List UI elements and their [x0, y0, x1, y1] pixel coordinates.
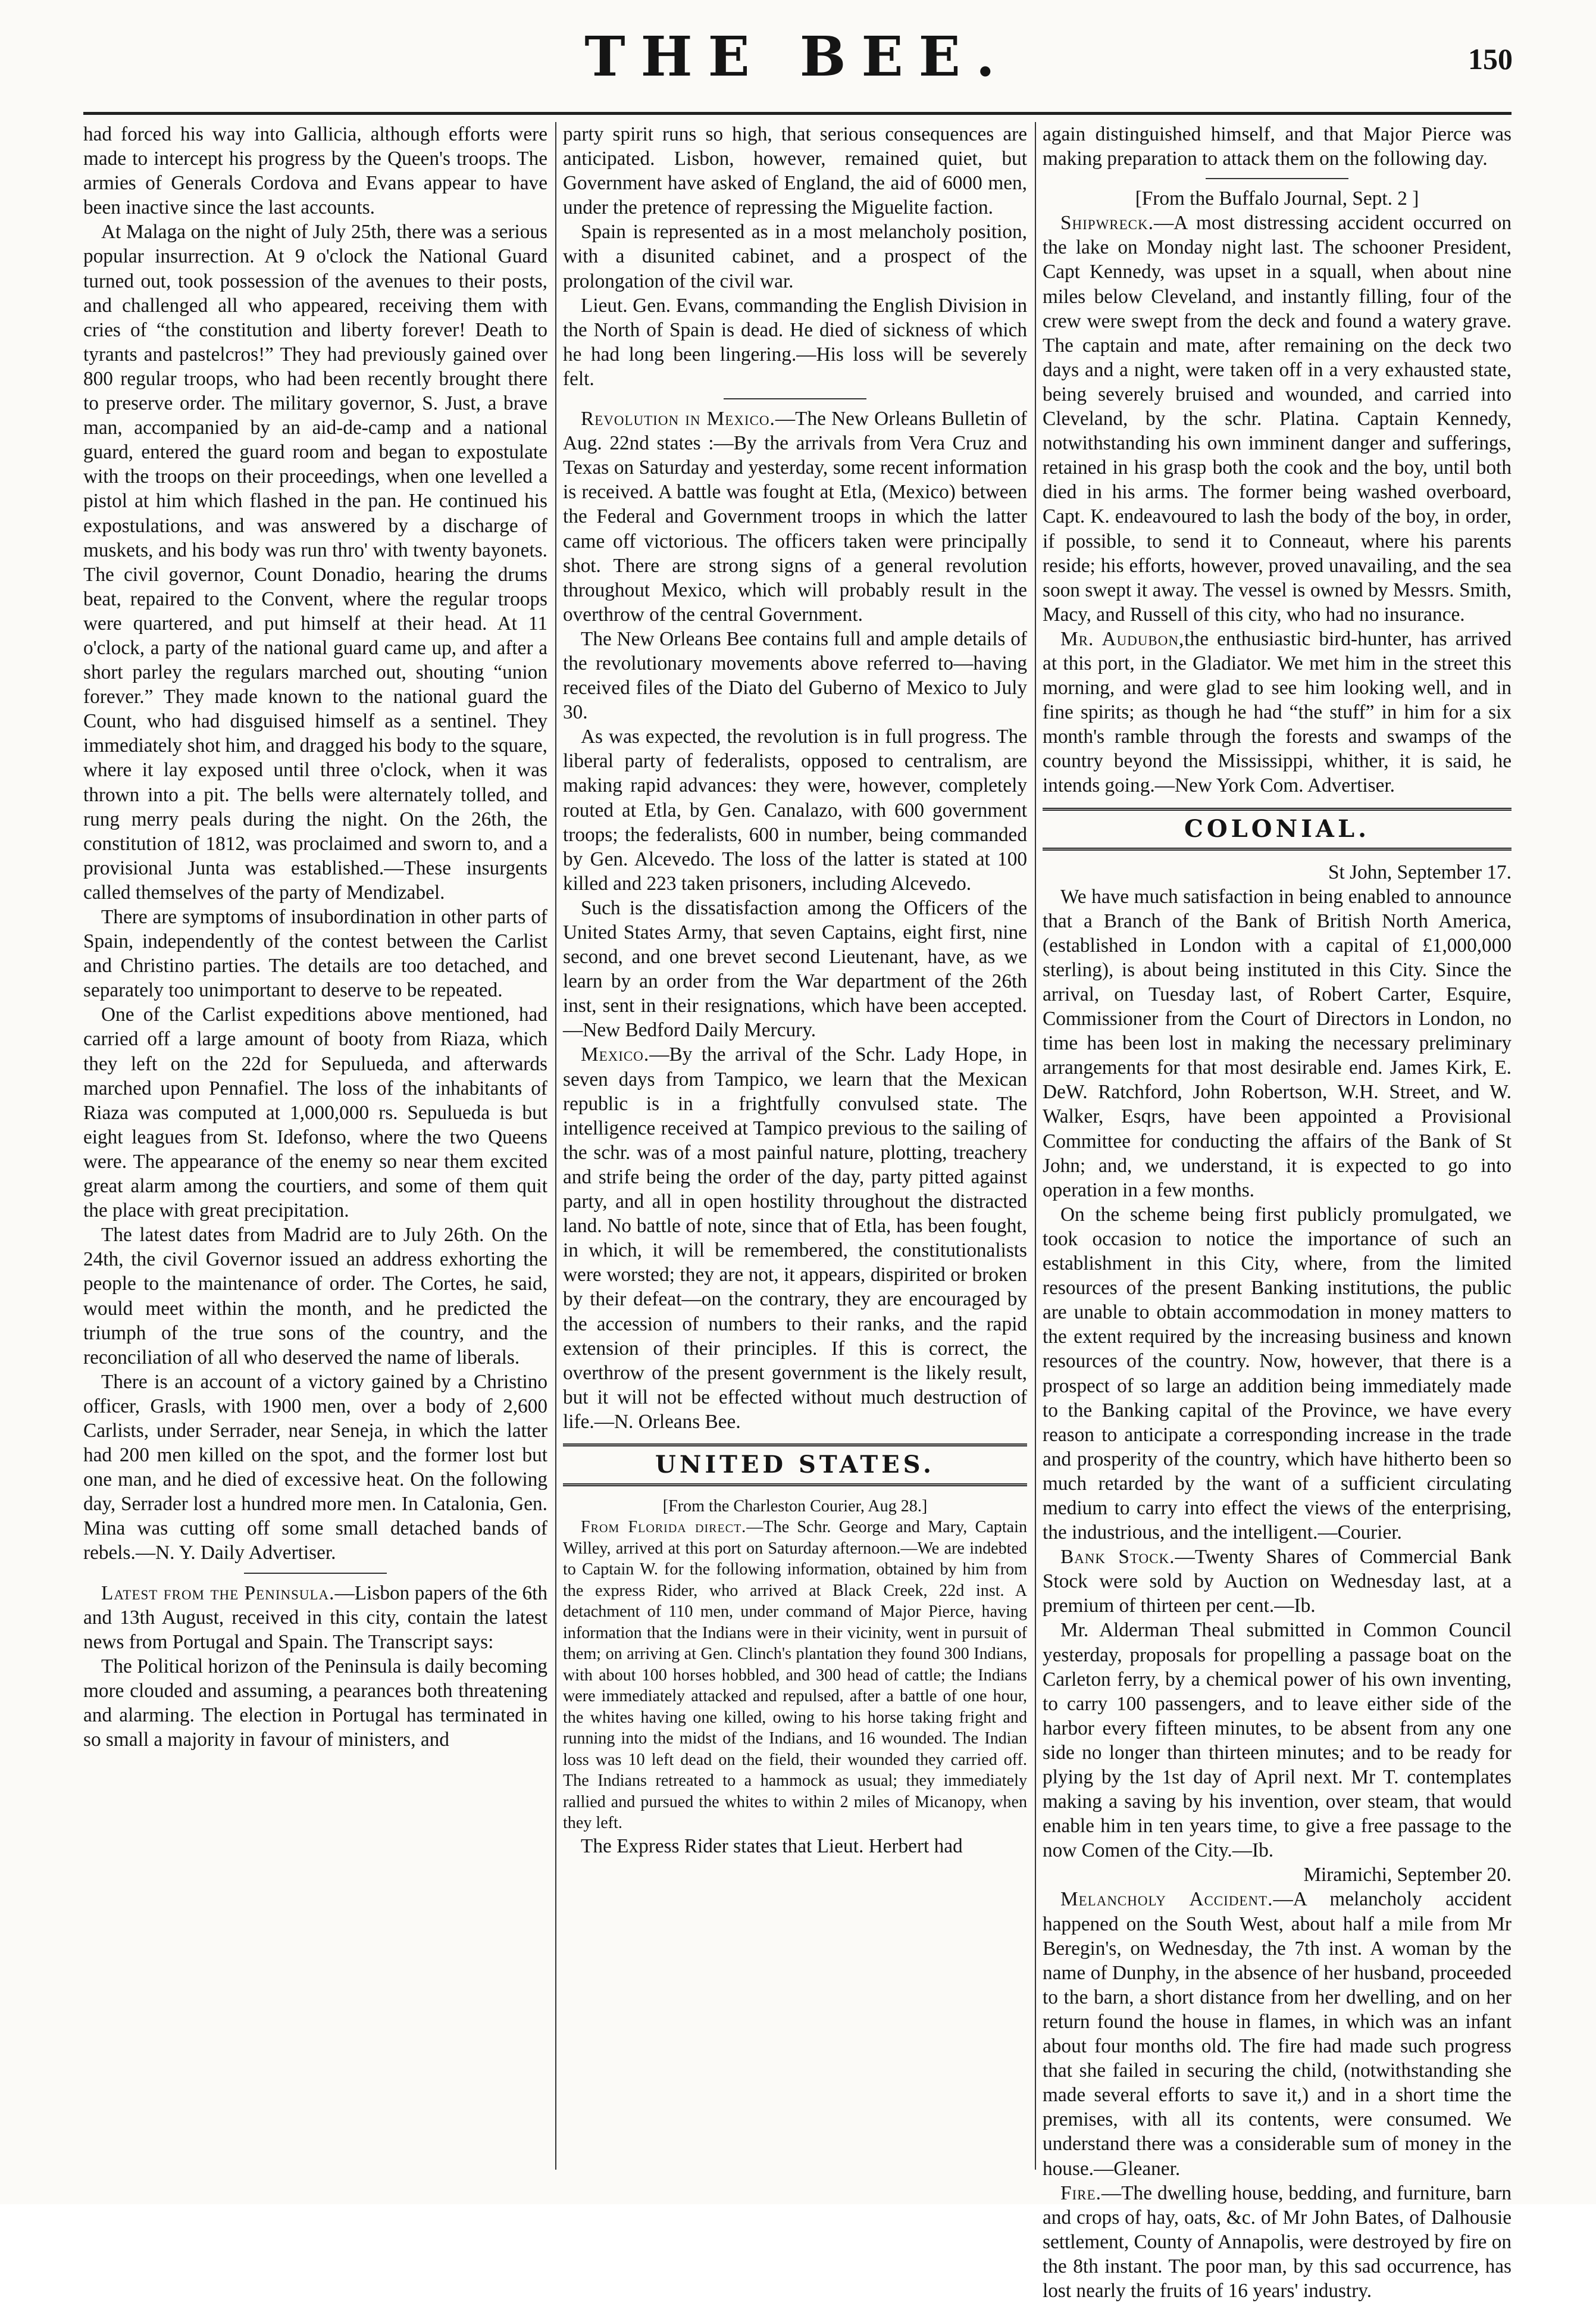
article-text: —By the arrival of the Schr. Lady Hope, in seven days from Tampico, we learn that the Mexican republic is in a frightfully convulsed state. The intelligence received at Tampico previous to the sailing of the schr. was of a most painful nature, plotting, treachery and strife being the order of the day, party pitted against party, and all in open hostility throughout the distracted land. No battle of note, since that of Etla, has been fought, in which, it will be remembered, the constitutionalists were worsted; they are not, it appears, dispirited or broken by their defeat—on the contrary, they are encouraged by the accession of numbers to their ranks, and the rapid extension of their principles. If this is correct, the overthrow of the present government is the likely result, but it will not be effected without much destruction of life.—N. Orleans Bee. — [563, 1043, 1027, 1433]
paragraph — [1043, 1887, 1511, 2180]
article-head: Bank Stock. — [1060, 1546, 1175, 1568]
paragraph: Such is the dissatisfaction among the Officers of the United States Army, that seven Captains, eight first, nine second, and one brevet second Lieutenant, have, as we learn by an order from the War department of the 26th inst, sent in their resignations, which have been accepted.—New Bedford Daily Mercury. — [563, 896, 1027, 1042]
paragraph: The Express Rider states that Lieut. Herbert had — [581, 1835, 963, 1857]
paragraph: Spain is represented as in a most melancholy position, with a disunited cabinet, and a prospect of the prolongation of the civil war. — [563, 221, 1027, 292]
source-line: [From the Buffalo Journal, Sept. 2 ] — [1135, 188, 1419, 210]
masthead: THE BEE. — [584, 24, 1010, 89]
divider — [724, 398, 866, 399]
section-heading-colonial: COLONIAL. — [1043, 808, 1511, 851]
article-head: Shipwreck. — [1060, 212, 1154, 235]
dateline: St John, September 17. — [1328, 861, 1511, 883]
paragraph — [83, 1581, 547, 1654]
paragraph — [563, 1517, 1027, 1834]
paragraph — [563, 407, 1027, 627]
article-head: Latest from the Peninsula. — [101, 1582, 335, 1604]
section-heading-united-states: UNITED STATES. — [563, 1443, 1027, 1486]
source-line: [From the Charleston Courier, Aug 28.] — [662, 1496, 928, 1515]
column-3 — [1043, 122, 1511, 2302]
page-number: 150 — [1468, 42, 1513, 76]
paragraph: One of the Carlist expeditions above mentioned, had carried off a large amount of booty from Riaza, which they left on the 22d for Sepulueda, and afterwards marched upon Pennafiel. The loss of the inhabitants of Riaza was computed at 1,000,000 rs. Sepulueda is but eight leagues from St. Idefonso, where the two Queens were. The appearance of the enemy so near them excited great alarm among the courtiers, and some of them quit the place with great precipitation. — [83, 1004, 547, 1222]
paragraph — [1043, 1545, 1511, 1618]
divider — [1206, 178, 1348, 179]
column-rule — [1035, 122, 1036, 2170]
paragraph: There are symptoms of insubordination in other parts of Spain, independently of the contest between the Carlist and Christino parties. The details are too detached, and separately too unimportant to deserve to be repeated. — [83, 906, 547, 1002]
article-text: —Lisbon papers of the 6th and 13th August, received in this city, contain the latest news from Portugal and Spain. The Transcript says: — [83, 1582, 548, 1653]
column-2 — [563, 122, 1027, 2170]
paragraph — [563, 1042, 1027, 1434]
column-1 — [83, 122, 547, 2170]
paragraph: There is an account of a victory gained by a Christino officer, Grasls, with 1900 men, over a body of 2,600 Carlists, under Serrader, near Seneja, in which the latter had 200 men killed on the spot, and the former lost but one man, and he died of excessive heat. On the following day, Serrader lost a hundred more men. In Catalonia, Gen. Mina was cutting off some small detached bands of rebels.—N. Y. Daily Advertiser. — [83, 1370, 547, 1564]
article-head: From Florida direct. — [581, 1518, 747, 1537]
paragraph: Lieut. Gen. Evans, commanding the English Division in the North of Spain is dead. He died of sickness of which he had long been lingering.—His loss will be severely felt. — [563, 294, 1027, 390]
column-rule — [555, 122, 556, 2170]
article-text: —A most distressing accident occurred on the lake on Monday night last. The schooner President, Capt Kennedy, was upset in a squall, when about nine miles below Cleveland, and instantly filling, four of the crew were swept from the deck and found a watery grave. The captain and mate, after remaining on the deck two days and a night, were taken off in a very exhausted state, being severely bruised and wounded, and carried into Cleveland, by the schr. Platina. Captain Kennedy, notwithstanding his own imminent danger and sufferings, retained in his grasp both the cook and the boy, until both died in his arms. The former being washed overboard, Capt. K. endeavoured to lash the body of the boy, in order, if possible, to send it to Conneaut, where his parents reside; his efforts, however, proved unavailing, and the sea soon swept it away. The vessel is owned by Messrs. Smith, Macy, and Russell of this city, who had no insurance. — [1043, 212, 1511, 626]
dateline: Miramichi, September 20. — [1303, 1864, 1511, 1886]
article-head: Mr. Audubon, — [1060, 627, 1185, 650]
paragraph: The Political horizon of the Peninsula is daily becoming more clouded and assuming, a pearances both threatening and alarming. The election in Portugal has terminated in so small a majority in favour of ministers, and — [83, 1655, 547, 1751]
article-text: the enthusiastic bird-hunter, has arrived at this port, in the Gladiator. We met him in the street this morning, and were glad to see him looking well, and in fine spirits; as though he had “the stuff” in him for a six month's ramble through the forests and swamps of the country beyond the Mississippi, whither, it is said, he intends going.—New York Com. Advertiser. — [1043, 627, 1511, 797]
article-head: Mexico. — [581, 1043, 650, 1066]
header-rule — [83, 112, 1511, 115]
paragraph: The latest dates from Madrid are to July 26th. On the 24th, the civil Governor issued an address exhorting the people to the maintenance of order. The Cortes, he said, would meet within the month, and he predicted the triumph of the true sons of the country, and the reconciliation of all who deserved the name of liberals. — [83, 1224, 547, 1368]
article-text: —A melancholy accident happened on the South West, about half a mile from Mr Beregin's, on Wednesday, the 7th inst. A woman by the name of Dunphy, in the absence of her husband, proceeded to the barn, a short distance from her dwelling, and on her return found the house in flames, in which was an infant about four months old. The fire had made such progress that she failed in securing the child, (notwithstanding she made several efforts to save it,) and in a short time the premises, with all its contents, were consumed. We understand there was a considerable sum of money in the house.—Gleaner. — [1043, 1888, 1511, 2180]
article-text: —The New Orleans Bulletin of Aug. 22nd states :—By the arrivals from Vera Cruz and Texas on Saturday and yesterday, some recent information is received. A battle was fought at Etla, (Mexico) between the Federal and Government troops in which the latter came off victorious. The officers taken were principally shot. There are strong signs of a general revolution throughout Mexico, which will probably result in the overthrow of the central Government. — [563, 408, 1027, 626]
paragraph: As was expected, the revolution is in full progress. The liberal party of federalists, opposed to centralism, are making rapid advances: they were, however, completely routed at Etla, by Gen. Canalazo, with 600 government troops; the federalists, 600 in number, being commanded by Gen. Alcevedo. The loss of the latter is stated at 100 killed and 223 taken prisoners, including Alcevedo. — [563, 726, 1027, 895]
paragraph — [1043, 2181, 1511, 2303]
paragraph — [1043, 627, 1511, 798]
article-text: —Twenty Shares of Commercial Bank Stock were sold by Auction on Wednesday last, at a premium of thirteen per cent.—Ib. — [1043, 1546, 1511, 1617]
article-text: —The Schr. George and Mary, Captain Willey, arrived at this port on Saturday afternoon.—We are indebted to Captain W. for the following information, obtained by him from the express Rider, who arrived at Black Creek, 22d inst. A detachment of 110 men, under command of Major Pierce, having information that the Indians were in their vicinity, went in pursuit of them; on arriving at Gen. Clinch's plantation they found 300 Indians, with about 100 horses hobbled, and 300 head of cattle; the Indians were immediately attacked and repulsed, after a battle of one hour, the whites having one killed, owing to his horse taking fright and running into the midst of the Indians, and 16 wounded. The Indian loss was 10 left dead on the field, their wounded they carried off. The Indians retreated to a hammock as usual; they immediately rallied and pursued the whites to within 2 miles of Micanopy, when they left. — [563, 1518, 1027, 1833]
article-text: —The dwelling house, bedding, and furniture, barn and crops of hay, oats, &c. of Mr John Bates, of Dalhousie settlement, County of Annapolis, were destroyed by fire on the 8th instant. The poor man, by this sad occurrence, has lost nearly the fruits of 16 years' industry. — [1043, 2182, 1511, 2302]
divider — [244, 1573, 387, 1574]
paragraph: The New Orleans Bee contains full and ample details of the revolutionary movements above referred to—having received files of the Diato del Guberno of Mexico to July 30. — [563, 627, 1027, 724]
paragraph: Mr. Alderman Theal submitted in Common Council yesterday, proposals for propelling a passage boat on the Carleton ferry, by a chemical power of his own inventing, to carry 100 passengers, and to leave either side of the harbor every fifteen minutes, to be absent from any one side no longer than thirteen minutes; and to be ready for plying by the 1st day of April next. Mr T. contemplates making a saving by his invention, over steam, that would enable him in ten years time, to give a free passage to the now Comen of the City.—Ib. — [1043, 1619, 1511, 1862]
article-head: Revolution in Mexico. — [581, 408, 775, 430]
paragraph: party spirit runs so high, that serious consequences are anticipated. Lisbon, however, remained quiet, but Government have asked of England, the aid of 6000 men, under the pretence of repressing the Miguelite faction. — [563, 123, 1027, 219]
article-head: Fire. — [1060, 2182, 1101, 2204]
paragraph: At Malaga on the night of July 25th, there was a serious popular insurrection. At 9 o'clock the National Guard turned out, took possession of the avenues to their posts, and challenged all who appeared, receiving them with cries of “the constitution and liberty forever! Death to tyrants and pastelcros!” They had previously gained over 800 regular troops, who had been recently brought there to preserve order. The military governor, S. Just, a brave man, accompanied by an aid-de-camp and a national guard, entered the guard room and began to expostulate with the troops on their proceedings, when one levelled a pistol at him which flashed in the pan. He continued his expostulations, and was answered by a discharge of muskets, and his body was run thro' with twenty bayonets. The civil governor, Count Donadio, hearing the drums beat, repaired to the Convent, where the regular troops were quartered, and put himself at their head. At 11 o'clock, a party of the national guard came up, and after a short parley the regulars marched out, shouting “union forever.” They made known to the national guard the Count, who had disguised himself as a sentinel. They immediately shot him, and dragged his body to the square, where it lay exposed until three o'clock, when it was thrown into a pit. The bells were alternately tolled, and rung merry peals during the night. On the 26th, the constitution of 1812, was proclaimed and sworn to, and a provisional Junta was established.—These insurgents called themselves of the party of Mendizabel. — [83, 221, 547, 904]
paragraph: again distinguished himself, and that Major Pierce was making preparation to attack them on the following day. — [1043, 123, 1511, 170]
paragraph: We have much satisfaction in being enabled to announce that a Branch of the Bank of British North America, (established in London with a capital of £1,000,000 sterling), is about being instituted in this City. Since the arrival, on Tuesday last, of Robert Carter, Esquire, Commissioner from the Court of Directors in London, no time has been lost in making the necessary preliminary arrangements for that most desirable end. James Kirk, E. DeW. Ratchford, John Robertson, W.H. Street, and W. Walker, Esqrs, have been appointed a Provisional Committee for conducting the affairs of the Bank of St John; and, we understand, it is expected to go into operation in a few months. — [1043, 885, 1511, 1201]
paragraph: had forced his way into Gallicia, although efforts were made to intercept his progress by the Queen's troops. The armies of Generals Cordova and Evans appear to have been inactive since the last accounts. — [83, 123, 547, 219]
paragraph: On the scheme being first publicly promulgated, we took occasion to notice the importance of such an establishment in this City, where, from the limited resources of the present Banking institutions, the public are unable to obtain accommodation in money matters to the extent required by the increasing business and known resources of the country. Now, however, that there is a prospect of so large an addition being immediately made to the Banking capital of the Province, we have every reason to anticipate a corresponding increase in the trade and prosperity of the country, which have hitherto been so much retarded by the want of a sufficient circulating medium to carry into effect the views of the enterprising, the industrious, and the intelligent.—Courier. — [1043, 1203, 1511, 1544]
article-head: Melancholy Accident. — [1060, 1888, 1273, 1911]
paragraph — [1043, 211, 1511, 627]
